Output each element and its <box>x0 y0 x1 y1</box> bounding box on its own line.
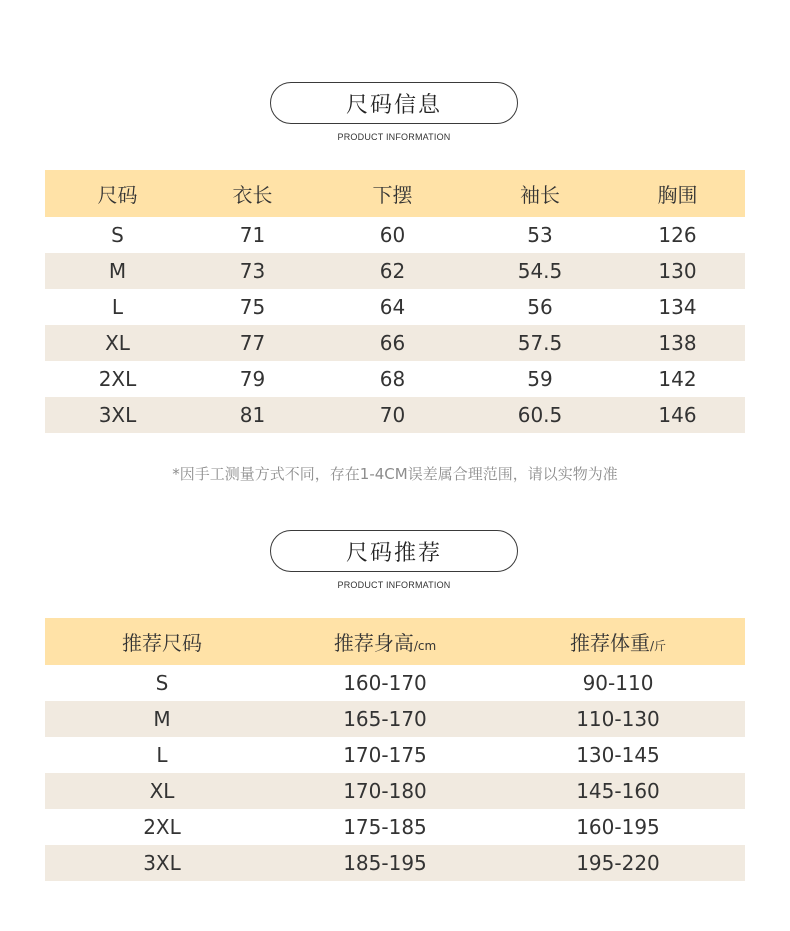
table-header-row <box>45 170 745 217</box>
table-cell: 90-110 <box>582 671 654 695</box>
size-info-subtitle: PRODUCT INFORMATION <box>337 132 451 142</box>
column-header-recommended-height <box>279 618 491 665</box>
table-cell: 170-180 <box>279 773 491 809</box>
table-cell: 110-130 <box>491 701 745 737</box>
table-cell: 130-145 <box>576 743 660 767</box>
table-cell: 2XL <box>143 815 181 839</box>
table-cell: 160-195 <box>576 815 660 839</box>
table-cell: 57.5 <box>470 325 610 361</box>
measurement-note: *因手工测量方式不同，存在1-4CM误差属合理范围，请以实物为准 <box>172 465 618 483</box>
column-header-sleeve: 袖长 <box>470 170 610 217</box>
column-header-length: 衣长 <box>190 170 315 217</box>
table-row <box>45 701 745 737</box>
table-cell: S <box>155 671 169 695</box>
table-cell: 79 <box>239 367 266 391</box>
column-header-chest: 胸围 <box>610 170 745 217</box>
table-cell: 165-170 <box>279 701 491 737</box>
table-cell: 126 <box>658 223 697 247</box>
table-cell: 56 <box>527 295 553 319</box>
table-cell: 54.5 <box>470 253 610 289</box>
table-cell: 81 <box>190 397 315 433</box>
column-header-size: 尺码 <box>45 170 190 217</box>
header-label: 推荐尺码 <box>122 631 202 655</box>
table-cell: 75 <box>239 295 266 319</box>
table-cell: 71 <box>239 223 266 247</box>
table-cell: M <box>45 701 279 737</box>
table-cell: 60.5 <box>470 397 610 433</box>
table-cell: 145-160 <box>491 773 745 809</box>
table-row <box>45 217 745 253</box>
table-cell: 53 <box>527 223 553 247</box>
table-cell: 62 <box>315 253 470 289</box>
header-label: 推荐身高 <box>333 631 414 655</box>
table-cell: 130 <box>610 253 745 289</box>
table-cell: 142 <box>658 367 697 391</box>
table-cell: 3XL <box>45 845 279 881</box>
size-info-title: 尺码信息 <box>270 82 518 124</box>
table-cell: 175-185 <box>343 815 427 839</box>
table-cell: 70 <box>315 397 470 433</box>
table-row <box>45 289 745 325</box>
column-header-recommended-size <box>45 618 279 665</box>
header-label: 推荐体重 <box>569 631 650 655</box>
table-header-row <box>45 618 745 665</box>
table-row <box>45 665 745 701</box>
column-header-recommended-weight <box>491 618 745 665</box>
table-cell: 185-195 <box>279 845 491 881</box>
table-cell: XL <box>45 325 190 361</box>
table-row <box>45 845 745 881</box>
table-cell: 134 <box>658 295 697 319</box>
table-cell: 66 <box>315 325 470 361</box>
table-cell: 59 <box>527 367 553 391</box>
table-row <box>45 361 745 397</box>
table-cell: L <box>111 295 124 319</box>
table-cell: 60 <box>379 223 406 247</box>
size-recommend-title: 尺码推荐 <box>270 530 518 572</box>
table-row <box>45 253 745 289</box>
table-cell: M <box>45 253 190 289</box>
header-unit: /斤 <box>649 639 667 653</box>
size-recommend-subtitle: PRODUCT INFORMATION <box>337 580 451 590</box>
table-row <box>45 397 745 433</box>
table-cell: 138 <box>610 325 745 361</box>
size-info-table <box>45 170 745 433</box>
table-cell: 195-220 <box>491 845 745 881</box>
table-row <box>45 809 745 845</box>
table-cell: 73 <box>190 253 315 289</box>
table-cell: 160-170 <box>343 671 427 695</box>
table-cell: 77 <box>190 325 315 361</box>
table-cell: L <box>156 743 168 767</box>
table-cell: 68 <box>379 367 406 391</box>
header-unit: /cm <box>413 639 437 653</box>
table-row <box>45 325 745 361</box>
table-cell: XL <box>45 773 279 809</box>
table-cell: 3XL <box>45 397 190 433</box>
table-row <box>45 773 745 809</box>
table-cell: 2XL <box>98 367 137 391</box>
size-recommend-table <box>45 618 745 881</box>
table-cell: S <box>111 223 124 247</box>
table-row <box>45 737 745 773</box>
table-cell: 170-175 <box>343 743 427 767</box>
column-header-hem: 下摆 <box>315 170 470 217</box>
table-cell: 146 <box>610 397 745 433</box>
table-cell: 64 <box>379 295 406 319</box>
